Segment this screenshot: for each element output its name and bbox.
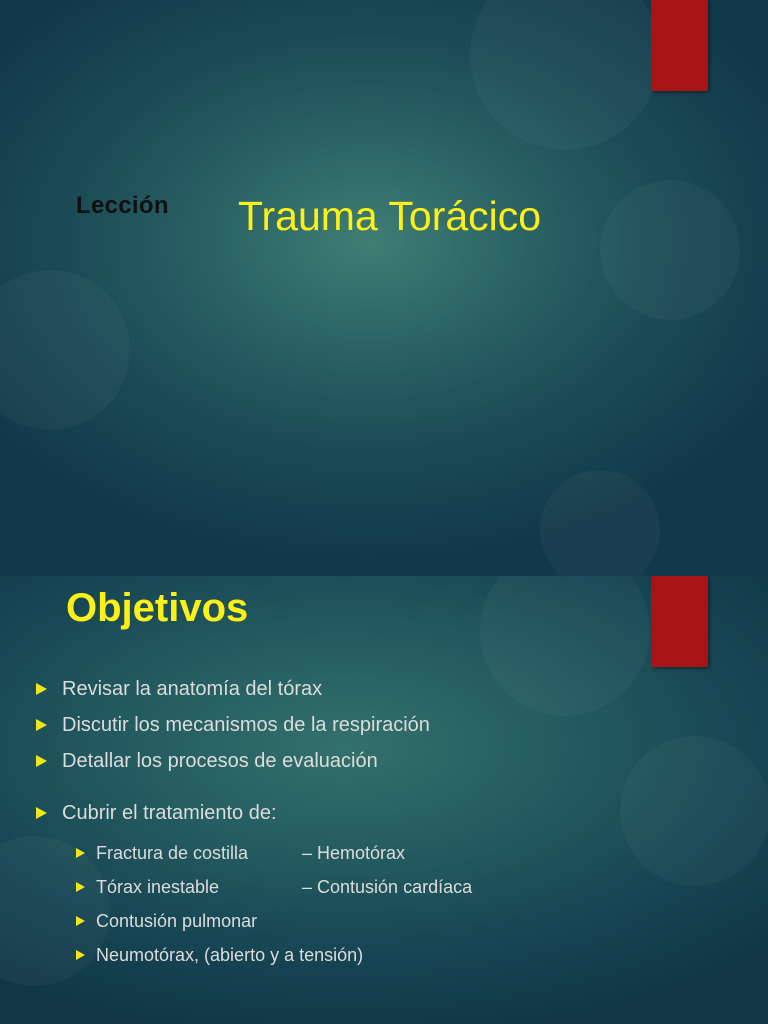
sub-bullet-text: Neumotórax, (abierto y a tensión) <box>96 945 364 965</box>
slide-title: Trauma Torácico <box>238 193 542 239</box>
sub-bullet-triangle-icon <box>76 950 85 960</box>
objectives-slide <box>0 576 768 1024</box>
sub-bullet-second-column: – Contusión cardíaca <box>302 877 473 897</box>
bullet-text: Revisar la anatomía del tórax <box>62 678 323 700</box>
bullet-text: Discutir los mecanismos de la respiración <box>62 714 430 736</box>
background-bubble <box>540 470 660 576</box>
sub-bullet-text: Fractura de costilla <box>96 843 249 863</box>
bullet-triangle-icon <box>36 683 47 695</box>
list-item <box>34 712 430 748</box>
list-item <box>34 676 430 712</box>
background-bubble <box>470 0 660 150</box>
bullet-triangle-icon <box>36 807 47 819</box>
bullet-text: Cubrir el tratamiento de: <box>62 802 277 824</box>
list-item <box>34 748 430 784</box>
objectives-heading: Objetivos <box>66 586 249 630</box>
list-item <box>34 800 430 836</box>
sub-bullet-triangle-icon <box>76 916 85 926</box>
sub-list-item <box>76 876 473 910</box>
background-bubble <box>480 576 650 716</box>
sub-bullet-text: Tórax inestable <box>96 877 220 897</box>
treatment-sublist <box>76 842 473 978</box>
sub-bullet-second-column: – Hemotórax <box>302 843 406 863</box>
background-bubble <box>600 180 740 320</box>
bullet-triangle-icon <box>36 719 47 731</box>
sub-list-item <box>76 842 406 876</box>
bullet-triangle-icon <box>36 755 47 767</box>
background-bubble <box>620 736 768 886</box>
background-bubble <box>0 270 130 430</box>
sub-list-item <box>76 944 363 978</box>
sub-bullet-text: Contusión pulmonar <box>96 911 258 931</box>
sub-list-item <box>76 910 363 944</box>
objectives-list <box>34 676 430 836</box>
lesson-label: Lección <box>76 192 169 219</box>
sub-bullet-triangle-icon <box>76 882 85 892</box>
red-accent-bar <box>651 0 708 91</box>
bullet-text: Detallar los procesos de evaluación <box>62 750 378 772</box>
red-accent-bar <box>651 576 708 667</box>
sub-bullet-triangle-icon <box>76 848 85 858</box>
